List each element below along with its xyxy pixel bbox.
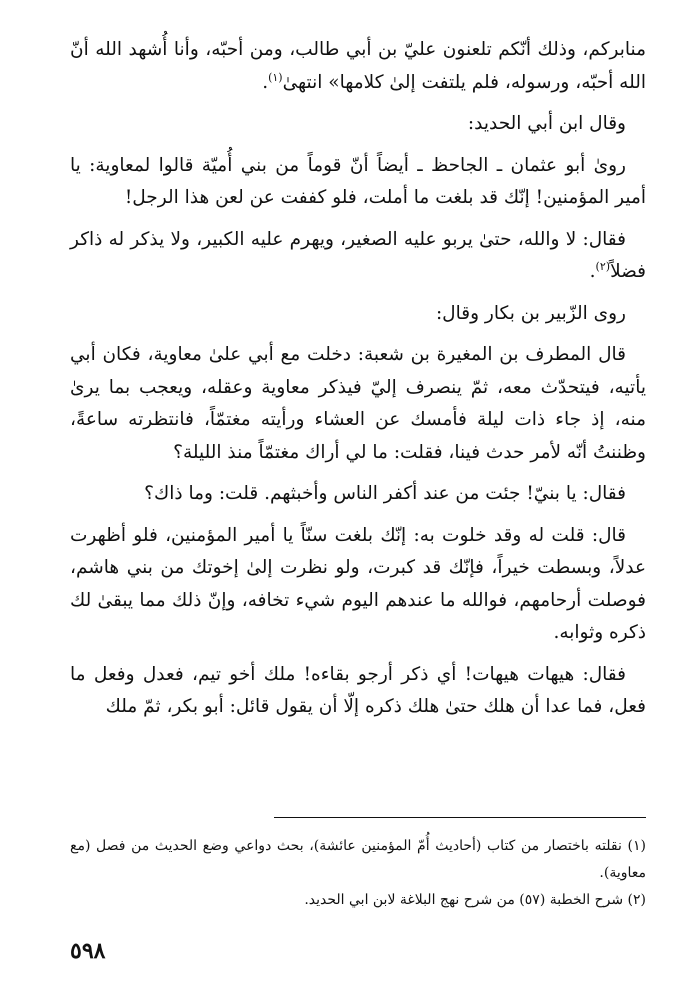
paragraph-1: [70, 34, 646, 99]
footnote-1: (١) نقلته باختصار من كتاب (أحاديث أُمّ المؤمنين عائشة)، بحث دواعي وضع الحديث من فصل (مع معاوية).: [70, 838, 646, 881]
main-text: [70, 34, 646, 733]
paragraph-4-text: فقال: لا والله، حتىٰ يربو عليه الصغير، ويهرم عليه الكبير، ولا يذكر له ذاكر فضلاً: [70, 228, 646, 282]
period: .: [589, 261, 596, 282]
paragraph-6: قال المطرف بن المغيرة بن شعبة: دخلت مع أبي علىٰ معاوية، فكان أبي يأتيه، فيتحدّث معه، ثمّ ينصرف إليّ فيذكر معاوية وعقله، ويعجب بما يرىٰ منه، إذ جاء ذات ليلة فأمسك عن العشاء ورأيته مغتمّاً، فانتظرته ساعةً، وظننتُ أنّه لأمر حدث فينا، فقلت: ما لي أراك مغتمّاً منذ الليلة؟: [70, 344, 646, 463]
paragraph-4: [70, 224, 646, 289]
paragraph-8: قال: قلت له وقد خلوت به: إنّك بلغت سنّاً يا أمير المؤمنين، فلو أظهرت عدلاً، وبسطت خيراً، فإنّك قد كبرت، ولو نظرت إلىٰ إخوتك من بني هاشم، فوصلت أرحامهم، فوالله ما عندهم اليوم شيء تخافه، وإنّ ذلك مما يبقىٰ لك ذكره وثوابه.: [70, 524, 646, 643]
footnote-ref-2: (٢): [595, 259, 611, 273]
paragraph-7: فقال: يا بنيّ! جئت من عند أكفر الناس وأخبثهم. قلت: وما ذاك؟: [144, 483, 626, 504]
footnote-divider: [274, 817, 646, 818]
paragraph-5: روى الزّبير بن بكار وقال:: [435, 302, 626, 324]
paragraph-9: فقال: هيهات هيهات! أي ذكر أرجو بقاءه! ملك أخو تيم، فعدل وفعل ما فعل، فما عدا أن هلك حتىٰ هلك ذكره إلّا أن يقول قائل: أبو بكر، ثمّ ملك: [70, 663, 646, 717]
page-number: ٥٩٨: [70, 938, 106, 964]
period: .: [262, 71, 269, 93]
footnote-ref-1: (١): [268, 70, 283, 84]
footnotes: [70, 833, 646, 914]
paragraph-3: روىٰ أبو عثمان ـ الجاحظ ـ أيضاً أنّ قوماً من بني أُميّة قالوا لمعاوية: يا أمير المؤمنين! إنّك قد بلغت ما أملت، فلو كففت عن لعن هذا الرجل!: [70, 154, 646, 208]
paragraph-1-text: منابركم، وذلك أنّكم تلعنون عليّ بن أبي طالب، ومن أحبّه، وأنا أُشهد الله أنّ الله أحبّه، ورسوله، فلم يلتفت إلىٰ كلامها» انتهىٰ: [70, 39, 646, 93]
paragraph-2: وقال ابن أبي الحديد:: [467, 113, 626, 134]
footnote-2: (٢) شرح الخطبة (٥٧) من شرح نهج البلاغة لابن ابي الحديد.: [304, 892, 646, 908]
